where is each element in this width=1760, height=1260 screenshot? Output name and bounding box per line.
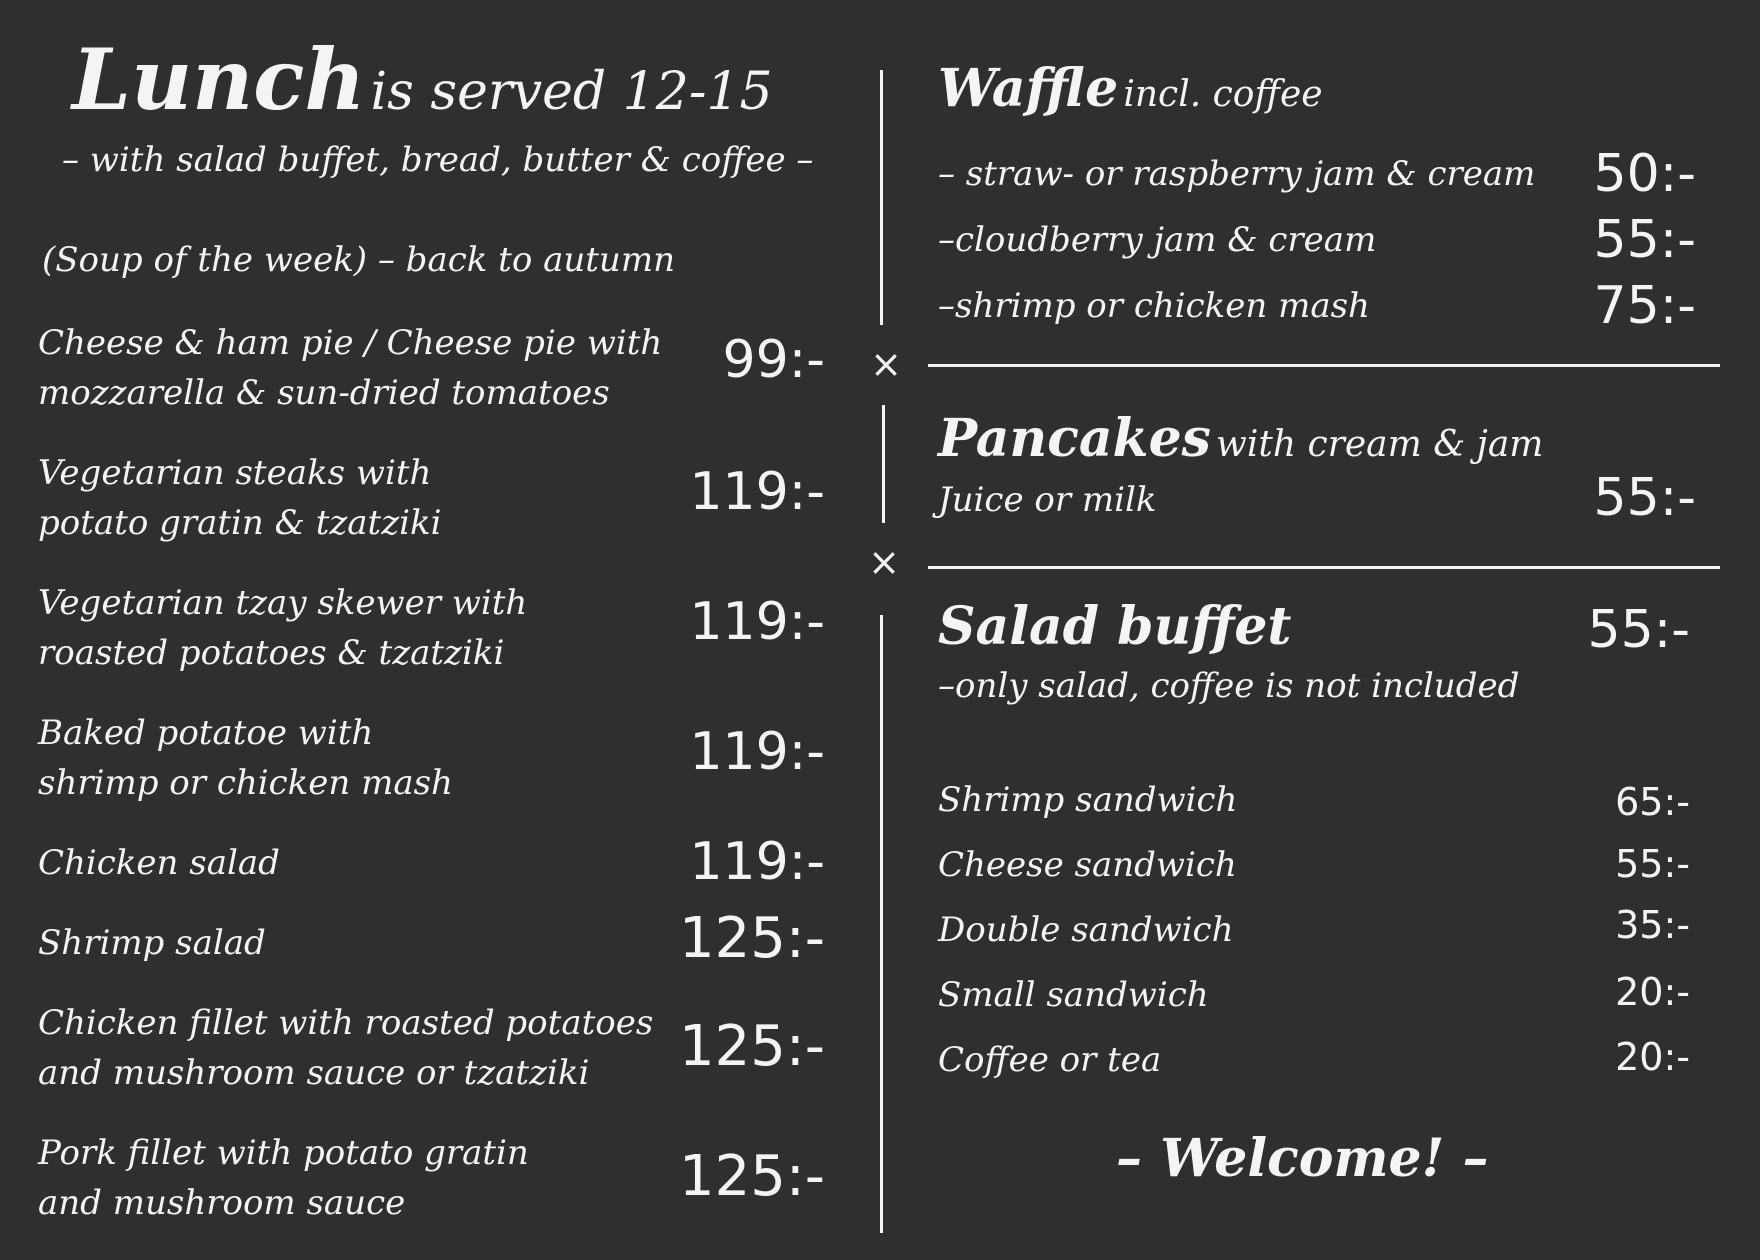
waffle-note: incl. coffee <box>1123 74 1323 115</box>
sandwich-label: Small sandwich <box>938 975 1209 1015</box>
section-divider <box>928 364 1720 367</box>
waffle-item-label: – straw- or raspberry jam & cream <box>938 154 1536 194</box>
column-divider <box>880 70 883 325</box>
lunch-header <box>72 30 773 129</box>
lunch-item-desc: Chicken fillet with roasted potatoes and mushroom sauce or tzatziki <box>38 1003 654 1093</box>
waffle-header <box>938 58 1323 119</box>
salad-buffet-price: 55:- <box>1587 600 1690 660</box>
pancakes-title: Pancakes <box>938 408 1211 469</box>
lunch-item-price: 99:- <box>722 330 825 390</box>
lunch-item-desc: Pork fillet with potato gratin and mushroom sauce <box>38 1133 529 1223</box>
column-divider <box>882 405 885 523</box>
lunch-item-price: 125:- <box>679 1014 825 1079</box>
waffle-title: Waffle <box>938 58 1119 119</box>
waffle-item-price: 55:- <box>1593 210 1696 270</box>
sandwich-price: 65:- <box>1615 780 1690 824</box>
waffle-item-label: –cloudberry jam & cream <box>938 220 1377 260</box>
waffle-item-label: –shrimp or chicken mash <box>938 286 1370 326</box>
soup-of-the-week: (Soup of the week) – back to autumn <box>42 240 675 280</box>
lunch-item-price: 119:- <box>689 832 825 892</box>
lunch-hours: is served 12-15 <box>370 62 773 122</box>
lunch-item-desc: Cheese & ham pie / Cheese pie with mozzarella & sun-dried tomatoes <box>38 323 663 413</box>
sandwich-label: Double sandwich <box>938 910 1234 950</box>
pancakes-drink: Juice or milk <box>938 480 1157 520</box>
lunch-item-price: 119:- <box>689 722 825 782</box>
salad-buffet-title: Salad buffet <box>938 596 1292 657</box>
lunch-title: Lunch <box>72 30 366 129</box>
waffle-item-price: 75:- <box>1593 276 1696 336</box>
lunch-item-desc: Chicken salad <box>38 843 280 883</box>
sandwich-label: Coffee or tea <box>938 1040 1162 1080</box>
lunch-subtitle: – with salad buffet, bread, butter & coffee – <box>62 140 814 180</box>
sandwich-price: 35:- <box>1615 903 1690 947</box>
sandwich-label: Shrimp sandwich <box>938 780 1238 820</box>
sandwich-label: Cheese sandwich <box>938 845 1237 885</box>
lunch-item-desc: Vegetarian tzay skewer with roasted potatoes & tzatziki <box>38 583 528 673</box>
lunch-item-price: 125:- <box>679 906 825 971</box>
divider-cross-mark: × <box>870 342 902 386</box>
pancakes-header <box>938 408 1543 469</box>
pancakes-note: with cream & jam <box>1216 424 1544 465</box>
sandwich-price: 20:- <box>1615 1035 1690 1079</box>
lunch-item-price: 119:- <box>689 462 825 522</box>
sandwich-price: 20:- <box>1615 970 1690 1014</box>
sandwich-price: 55:- <box>1615 842 1690 886</box>
waffle-item-price: 50:- <box>1593 144 1696 204</box>
divider-cross-mark: × <box>868 540 900 584</box>
lunch-item-desc: Shrimp salad <box>38 923 266 963</box>
section-divider <box>928 566 1720 569</box>
lunch-item-desc: Baked potatoe with shrimp or chicken mash <box>38 713 453 803</box>
lunch-item-desc: Vegetarian steaks with potato gratin & tzatziki <box>38 453 442 543</box>
column-divider <box>880 615 883 1233</box>
pancakes-price: 55:- <box>1593 468 1696 528</box>
salad-buffet-note: –only salad, coffee is not included <box>938 666 1520 706</box>
lunch-item-price: 119:- <box>689 592 825 652</box>
welcome-message: – Welcome! – <box>1116 1128 1489 1189</box>
lunch-item-price: 125:- <box>679 1144 825 1209</box>
